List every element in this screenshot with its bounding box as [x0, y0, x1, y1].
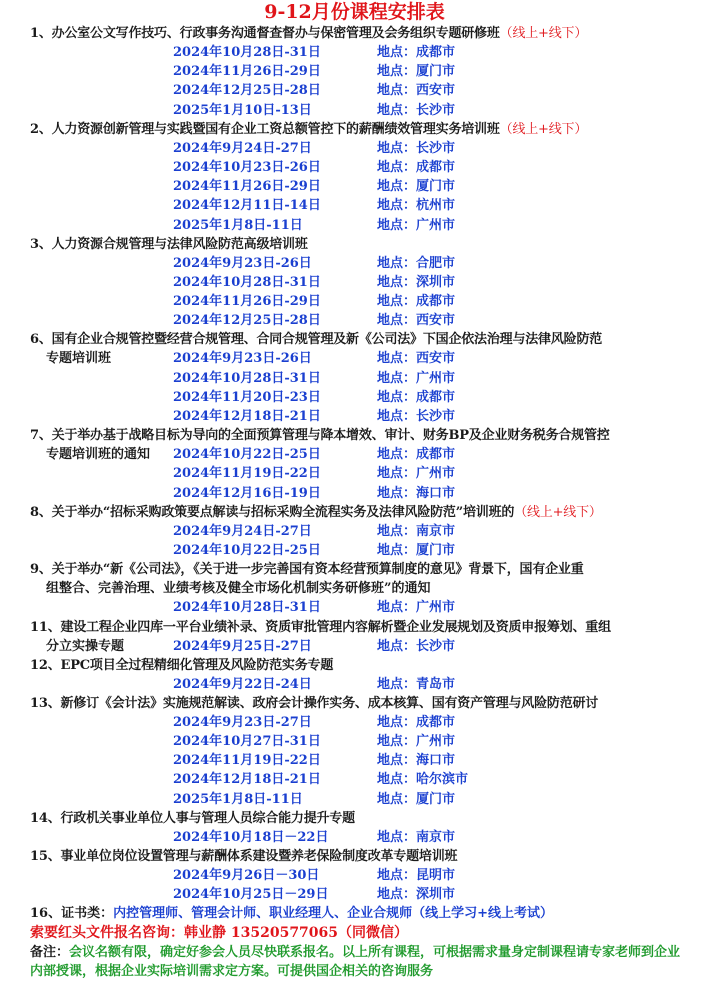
course-mode-tag: （线上+线下） [499, 121, 588, 137]
course-title-text: 14、行政机关事业单位人事与管理人员综合能力提升专题 [30, 810, 355, 826]
course-block [0, 618, 709, 656]
course-title [0, 656, 709, 675]
course-list [0, 24, 709, 904]
session-row [0, 790, 709, 809]
course-title-line2: 分立实操专题 [46, 638, 125, 654]
course-title [0, 503, 709, 522]
certificates-items: 内控管理师、管理会计师、职业经理人、企业合规师（线上学习+线上考试） [113, 906, 553, 922]
session-row [0, 177, 709, 196]
page-title: 9-12月份课程安排表 [264, 1, 445, 23]
course-title-continuation-row [0, 349, 709, 368]
session-location: 地点：厦门市 [377, 791, 456, 807]
session-date: 2024年12月16日-19日 [173, 485, 321, 501]
course-mode-tag: （线上+线下） [514, 504, 602, 520]
session-date: 2024年12月18日-21日 [173, 409, 321, 424]
session-date: 2024年12月25日-28日 [173, 83, 321, 99]
session-location: 地点：昆明市 [377, 868, 456, 883]
session-location: 地点：深圳市 [377, 887, 456, 903]
course-block [0, 560, 709, 617]
session-date: 2024年11月19日-22日 [173, 753, 321, 769]
session-location: 地点：长沙市 [377, 140, 456, 156]
course-title-text: 15、事业单位岗位设置管理与薪酬体系建设暨养老保险制度改革专题培训班 [30, 849, 458, 864]
session-date: 2025年1月10日-13日 [173, 102, 312, 118]
session-location: 地点：青岛市 [377, 676, 456, 692]
session-date: 2024年10月28日-31日 [173, 274, 321, 290]
session-location: 地点：成都市 [377, 447, 456, 463]
session-location: 地点：广州市 [377, 600, 456, 616]
course-title [0, 694, 709, 713]
session-row [0, 541, 709, 560]
session-date: 2024年9月23日-26日 [173, 255, 312, 271]
course-block [0, 656, 709, 694]
course-block [0, 330, 709, 426]
session-row [0, 369, 709, 388]
session-location: 地点：合肥市 [377, 255, 456, 271]
session-date: 2024年11月26日-29日 [173, 294, 321, 310]
session-row [0, 62, 709, 81]
session-row [0, 139, 709, 158]
session-row [0, 273, 709, 292]
session-date: 2024年11月26日-29日 [173, 179, 321, 195]
course-title-line2: 专题培训班的通知 [46, 447, 151, 463]
session-location: 地点：厦门市 [377, 179, 456, 195]
session-row [0, 158, 709, 177]
session-location: 地点：长沙市 [377, 409, 456, 424]
session-date: 2024年9月23日-27日 [173, 714, 312, 730]
session-date: 2024年9月25日-27日 [173, 638, 312, 654]
session-location: 地点：广州市 [377, 734, 456, 750]
session-row [0, 770, 709, 789]
session-date: 2024年9月22日-24日 [173, 676, 312, 692]
session-location: 地点：成都市 [377, 294, 456, 310]
session-location: 地点：成都市 [377, 45, 456, 60]
session-row [0, 388, 709, 407]
session-row [0, 216, 709, 235]
course-title [0, 24, 709, 43]
session-location: 地点：哈尔滨市 [377, 772, 469, 788]
session-location: 地点：西安市 [377, 313, 456, 329]
session-location: 地点：南京市 [377, 523, 456, 539]
course-title [0, 560, 709, 579]
session-location: 地点：西安市 [377, 351, 456, 367]
session-row [0, 713, 709, 732]
course-title [0, 618, 709, 637]
course-title-text: 1、办公室公文写作技巧、行政事务沟通督查督办与保密管理及会务组织专题研修班 [30, 26, 500, 41]
session-location: 地点：杭州市 [377, 198, 456, 214]
session-date: 2024年9月23日-26日 [173, 351, 312, 367]
session-row [0, 43, 709, 62]
session-row [0, 751, 709, 770]
course-block [0, 503, 709, 560]
course-title [0, 120, 709, 139]
course-title [0, 809, 709, 828]
session-location: 地点：海口市 [377, 753, 456, 769]
session-date: 2024年10月25日－29日 [173, 887, 329, 903]
session-location: 地点：厦门市 [377, 542, 456, 558]
course-title-text: 13、新修订《会计法》实施规范解读、政府会计操作实务、成本核算、国有资产管理与风险防范研讨 [30, 695, 599, 711]
note [0, 943, 685, 981]
course-block [0, 24, 709, 120]
course-title-text: 3、人力资源合规管理与法律风险防范高级培训班 [30, 236, 308, 252]
session-date: 2024年12月11日-14日 [173, 198, 321, 214]
session-row [0, 196, 709, 215]
certificates-label: 16、证书类： [30, 906, 114, 922]
course-title-text: 8、关于举办“招标采购政策要点解读与招标采购全流程实务及法律风险防范”培训班的 [30, 504, 515, 520]
session-location: 地点：海口市 [377, 485, 456, 501]
course-title-text: 6、国有企业合规管控暨经营合规管理、合同合规管理及新《公司法》下国企依法治理与法律风险防范 [30, 332, 603, 348]
session-date: 2025年1月8日-11日 [173, 791, 303, 807]
course-title-text: 9、关于举办“新《公司法》，《关于进一步完善国有资本经营预算制度的意见》背景下，国有企业重 [30, 562, 584, 578]
course-title-text: 2、人力资源创新管理与实践暨国有企业工资总额管控下的薪酬绩效管理实务培训班 [30, 121, 500, 137]
session-location: 地点：长沙市 [377, 102, 456, 118]
course-title-continuation-row [0, 445, 709, 464]
session-date: 2024年9月24日-27日 [173, 140, 312, 156]
session-location: 地点：成都市 [377, 159, 456, 175]
course-title-continuation-row [0, 637, 709, 656]
session-date: 2024年12月25日-28日 [173, 313, 321, 329]
course-title-text: 7、关于举办基于战略目标为导向的全面预算管理与降本增效、审计、财务BP及企业财务税务合规管控 [30, 428, 610, 444]
session-row [0, 866, 709, 885]
session-location: 地点：南京市 [377, 829, 456, 845]
session-location: 地点：西安市 [377, 83, 456, 99]
session-date: 2024年10月18日－22日 [173, 829, 329, 845]
session-location: 地点：广州市 [377, 466, 456, 482]
course-title [0, 847, 709, 866]
session-row [0, 732, 709, 751]
session-location: 地点：厦门市 [377, 64, 456, 80]
session-date: 2024年11月26日-29日 [173, 64, 321, 80]
course-title [0, 426, 709, 445]
session-row [0, 484, 709, 503]
course-title-line2: 专题培训班 [46, 351, 112, 367]
session-date: 2024年9月26日－30日 [173, 868, 320, 883]
certificates [0, 904, 709, 923]
session-row [0, 254, 709, 273]
session-row [0, 885, 709, 904]
contact-line: 索要红头文件报名咨询：韩业静 13520577065（同微信） [30, 925, 409, 942]
session-date: 2024年12月18日-21日 [173, 772, 321, 788]
session-row [0, 101, 709, 120]
session-location: 地点：成都市 [377, 714, 456, 730]
session-location: 地点：成都市 [377, 389, 456, 405]
session-date: 2024年10月28日-31日 [173, 600, 321, 616]
session-row [0, 828, 709, 847]
course-block [0, 120, 709, 235]
session-date: 2024年10月28日-31日 [173, 45, 321, 60]
course-title-text: 12、EPC项目全过程精细化管理及风险防范实务专题 [30, 657, 334, 673]
session-date: 2024年10月22日-25日 [173, 447, 321, 463]
course-title [0, 235, 709, 254]
session-date: 2024年11月20日-23日 [173, 389, 321, 405]
session-location: 地点：广州市 [377, 217, 456, 233]
session-date: 2024年11月19日-22日 [173, 466, 321, 482]
session-row [0, 407, 709, 426]
course-block [0, 235, 709, 331]
course-block [0, 847, 709, 904]
session-row [0, 311, 709, 330]
course-block [0, 809, 709, 847]
course-title-text: 11、建设工程企业四库一平台业绩补录、资质审批管理内容解析暨企业发展规划及资质申报筹划、重组 [30, 619, 611, 635]
session-date: 2024年9月24日-27日 [173, 523, 312, 539]
session-location: 地点：深圳市 [377, 274, 456, 290]
session-row [0, 292, 709, 311]
course-title [0, 330, 709, 349]
course-title-line2: 组整合、完善治理、业绩考核及健全市场化机制实务研修班”的通知 [46, 581, 431, 597]
session-row [0, 598, 709, 617]
session-location: 地点：广州市 [377, 370, 456, 386]
session-row [0, 81, 709, 100]
session-date: 2025年1月8日-11日 [173, 217, 303, 233]
course-title-continuation-row [0, 579, 709, 598]
session-date: 2024年10月28日-31日 [173, 370, 321, 386]
session-row [0, 464, 709, 483]
session-row [0, 522, 709, 541]
note-label: 备注： [30, 945, 70, 961]
session-location: 地点：长沙市 [377, 638, 456, 654]
session-date: 2024年10月23日-26日 [173, 159, 321, 175]
note-text: 会议名额有限，确定好参会人员尽快联系报名。以上所有课程，可根据需求量身定制课程请专家老师到企业内部授课，根据企业实际培训需求定方案。可提供国企相关的咨询服务 [30, 945, 681, 980]
course-mode-tag: （线上+线下） [499, 26, 588, 41]
course-block [0, 426, 709, 503]
session-row [0, 675, 709, 694]
session-date: 2024年10月22日-25日 [173, 542, 321, 558]
course-block [0, 694, 709, 809]
session-date: 2024年10月27日-31日 [173, 734, 321, 750]
